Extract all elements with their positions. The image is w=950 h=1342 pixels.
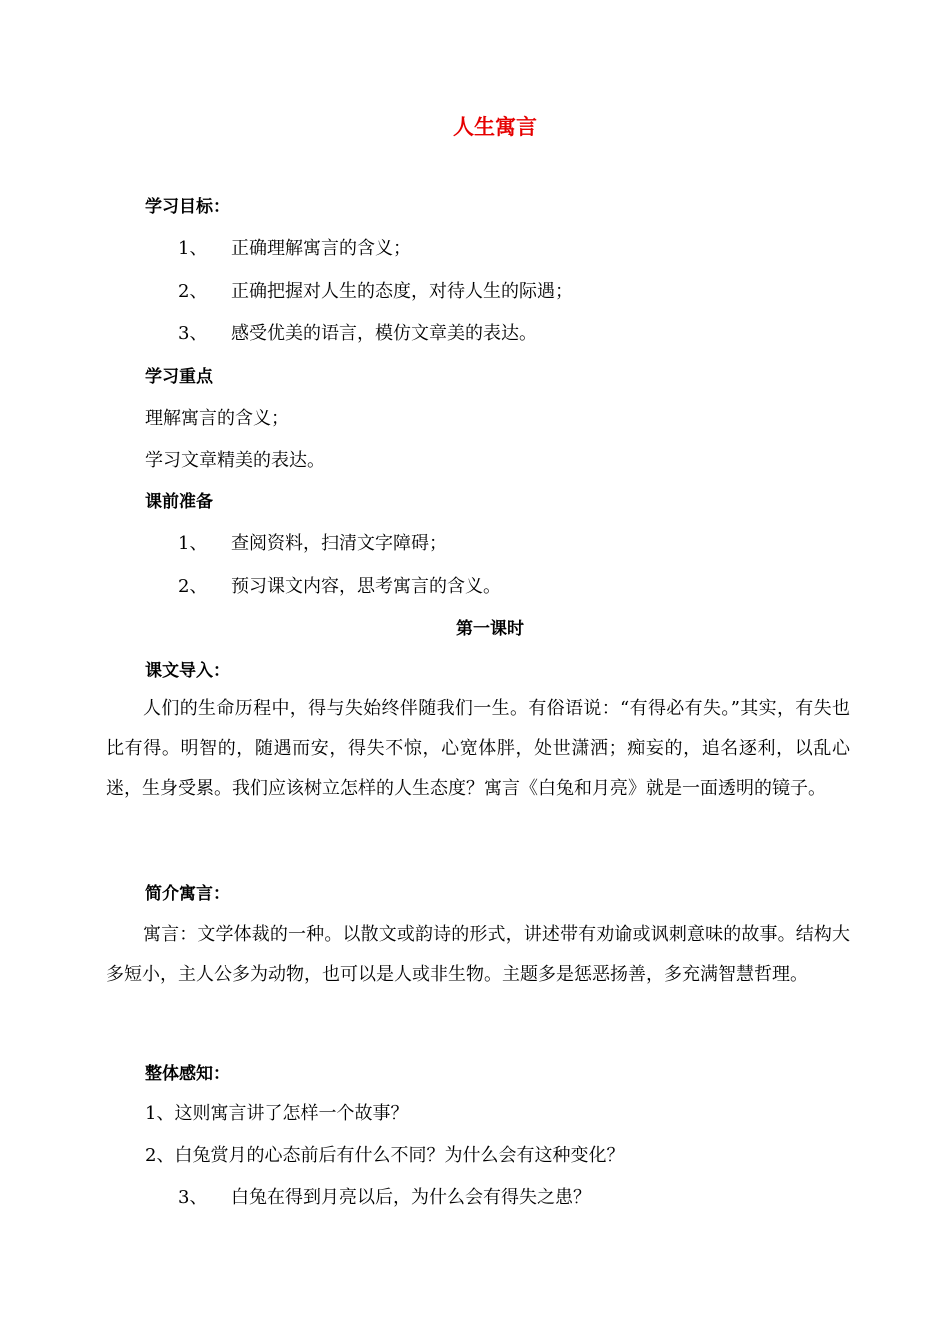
prep-1-text: 查阅资料，扫清文字障碍； (231, 533, 447, 554)
overall-question-1: 1、这则寓言讲了怎样一个故事？ (145, 1103, 409, 1124)
goal-1-text: 正确理解寓言的含义； (231, 238, 411, 259)
focus-line-1: 理解寓言的含义； (145, 408, 289, 429)
prep-1-number: 1、 (178, 533, 208, 554)
focus-line-2: 学习文章精美的表达。 (145, 450, 325, 471)
fable-heading: 简介寓言： (145, 884, 230, 904)
overall-question-3-number: 3、 (178, 1187, 208, 1208)
goal-1-number: 1、 (178, 238, 208, 259)
goal-2-number: 2、 (178, 281, 208, 302)
prep-2-text: 预习课文内容，思考寓言的含义。 (231, 576, 501, 597)
goal-3-number: 3、 (178, 323, 208, 344)
overall-question-2: 2、白兔赏月的心态前后有什么不同？为什么会有这种变化？ (145, 1145, 625, 1166)
fable-paragraph: 寓言：文学体裁的一种。以散文或韵诗的形式，讲述带有劝谕或讽刺意味的故事。结构大多短小，主人公多为动物，也可以是人或非生物。主题多是惩恶扬善，多充满智慧哲理。 (106, 924, 850, 985)
goals-heading: 学习目标： (145, 197, 230, 217)
overall-question-3-text: 白兔在得到月亮以后，为什么会有得失之患？ (231, 1187, 591, 1208)
goal-2-text: 正确把握对人生的态度，对待人生的际遇； (231, 281, 573, 302)
overall-heading: 整体感知： (145, 1064, 230, 1084)
intro-heading: 课文导入： (145, 661, 230, 681)
intro-paragraph: 人们的生命历程中，得与失始终伴随我们一生。有俗语说：“有得必有失。”其实，有失也比有得。明智的，随遇而安，得失不惊，心宽体胖，处世潇洒；痴妄的，追名逐利，以乱心迷，生身受累。我们应该树立怎样的人生态度？寓言《白兔和月亮》就是一面透明的镜子。 (106, 698, 850, 799)
prep-heading: 课前准备 (145, 492, 213, 512)
goal-3-text: 感受优美的语言，模仿文章美的表达。 (231, 323, 537, 344)
lesson-title: 第一课时 (456, 619, 524, 639)
prep-2-number: 2、 (178, 576, 208, 597)
focus-heading: 学习重点 (145, 367, 213, 387)
page-title: 人生寓言 (453, 115, 537, 139)
